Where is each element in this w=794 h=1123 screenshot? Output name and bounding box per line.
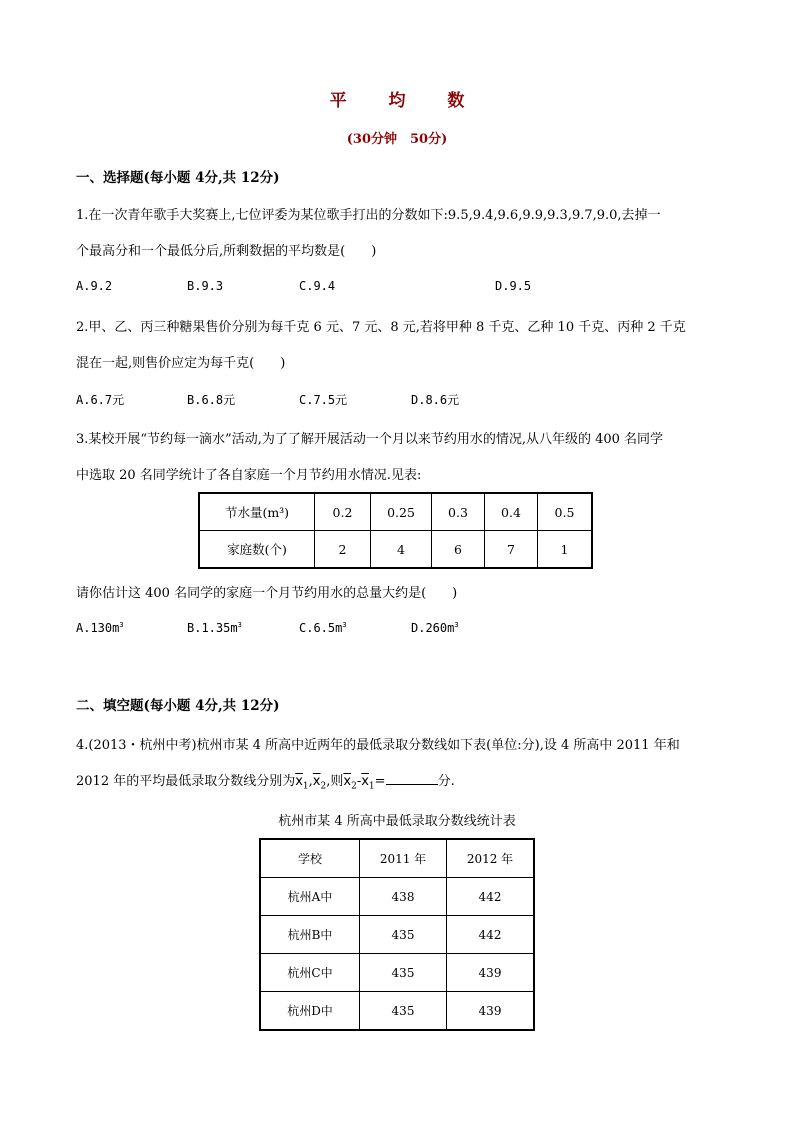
table-cell: 435 [360, 916, 447, 954]
table-cell: 0.5 [538, 493, 593, 531]
q2-option-c: C.7.5元 [299, 393, 348, 407]
table-row [260, 992, 534, 1031]
table-header-cell: 学校 [260, 839, 360, 878]
table-cell: 439 [447, 992, 535, 1031]
table-row [260, 878, 534, 916]
table-header-cell: 2011 年 [360, 839, 447, 878]
table-cell: 2 [315, 531, 371, 569]
table-cell: 438 [360, 878, 447, 916]
table-cell: 439 [447, 954, 535, 992]
table-row [199, 531, 592, 569]
q3-option-b: $B.1.35m^3$ [187, 621, 242, 635]
table-cell: 0.3 [432, 493, 485, 531]
q1-option-a: A.9.2 [76, 279, 113, 293]
q2-line1: 2.甲、乙、丙三种糖果售价分别为每千克 6 元、7 元、8 元,若将甲种 8 千克、乙种 10 千克、丙种 2 千克 [76, 320, 686, 335]
table-cell: 杭州C中 [260, 954, 360, 992]
table-caption: 杭州市某 4 所高中最低录取分数线统计表 [278, 814, 516, 829]
q2-option-b: B.6.8元 [187, 393, 236, 407]
q1-option-c: C.9.4 [299, 279, 336, 293]
q3-option-a: $A.130m^3$ [76, 621, 124, 635]
table-cell: 杭州B中 [260, 916, 360, 954]
page-title: 平 均 数 [329, 91, 483, 111]
table-cell: 442 [447, 916, 535, 954]
q2-option-a: A.6.7元 [76, 393, 125, 407]
table-header-row [260, 839, 534, 878]
table-cell: 435 [360, 954, 447, 992]
section-heading-choice: 一、选择题(每小题 4分,共 12分) [76, 170, 280, 186]
table-cell: 杭州A中 [260, 878, 360, 916]
q1-line2: 个最高分和一个最低分后,所剩数据的平均数是( ) [76, 244, 377, 259]
q3-option-c: $C.6.5m^3$ [299, 621, 347, 635]
q1-option-d: D.9.5 [495, 279, 532, 293]
q4-line1: 4.(2013・杭州中考)杭州市某 4 所高中近两年的最低录取分数线如下表(单位:分),设 4 所高中 2011 年和 [76, 738, 680, 753]
q2-line2: 混在一起,则售价应定为每千克( ) [76, 356, 286, 371]
table-cell: 0.25 [371, 493, 432, 531]
admission-score-table [259, 838, 535, 1031]
q4-line2: 2012 年的平均最低录取分数线分别为$\overline{x}_1,\overline{x}_2$,则$\overline{x}_2-\overline{x}_1=$ 分. [76, 774, 455, 792]
q3-line3: 请你估计这 400 名同学的家庭一个月节约用水的总量大约是( ) [76, 586, 458, 601]
q3-option-d: $D.260m^3$ [411, 621, 459, 635]
q3-line1: 3.某校开展“节约每一滴水”活动,为了了解开展活动一个月以来节约用水的情况,从八年级的 400 名同学 [76, 432, 664, 447]
table-cell: 0.2 [315, 493, 371, 531]
table-cell: 0.4 [485, 493, 538, 531]
table-row [260, 954, 534, 992]
q1-option-b: B.9.3 [187, 279, 224, 293]
section-heading-fill: 二、填空题(每小题 4分,共 12分) [76, 698, 280, 714]
table-cell: 家庭数(个) [199, 531, 315, 569]
q2-option-d: D.8.6元 [411, 393, 460, 407]
q3-line2: 中选取 20 名同学统计了各自家庭一个月节约用水情况.见表: [76, 468, 422, 483]
table-cell: 6 [432, 531, 485, 569]
table-cell: 442 [447, 878, 535, 916]
table-cell: 7 [485, 531, 538, 569]
table-header-cell: 2012 年 [447, 839, 535, 878]
answer-blank[interactable] [386, 772, 438, 785]
water-saving-table [198, 492, 593, 569]
table-cell: 4 [371, 531, 432, 569]
table-cell: 1 [538, 531, 593, 569]
table-cell: 435 [360, 992, 447, 1031]
table-cell: 节水量(m³) [199, 493, 315, 531]
page-subtitle: (30分钟 50分) [346, 132, 448, 147]
table-cell: 杭州D中 [260, 992, 360, 1031]
q1-line1: 1.在一次青年歌手大奖赛上,七位评委为某位歌手打出的分数如下:9.5,9.4,9.6,9.9,9.3,9.7,9.0,去掉一 [76, 208, 661, 223]
table-row [199, 493, 592, 531]
table-row [260, 916, 534, 954]
